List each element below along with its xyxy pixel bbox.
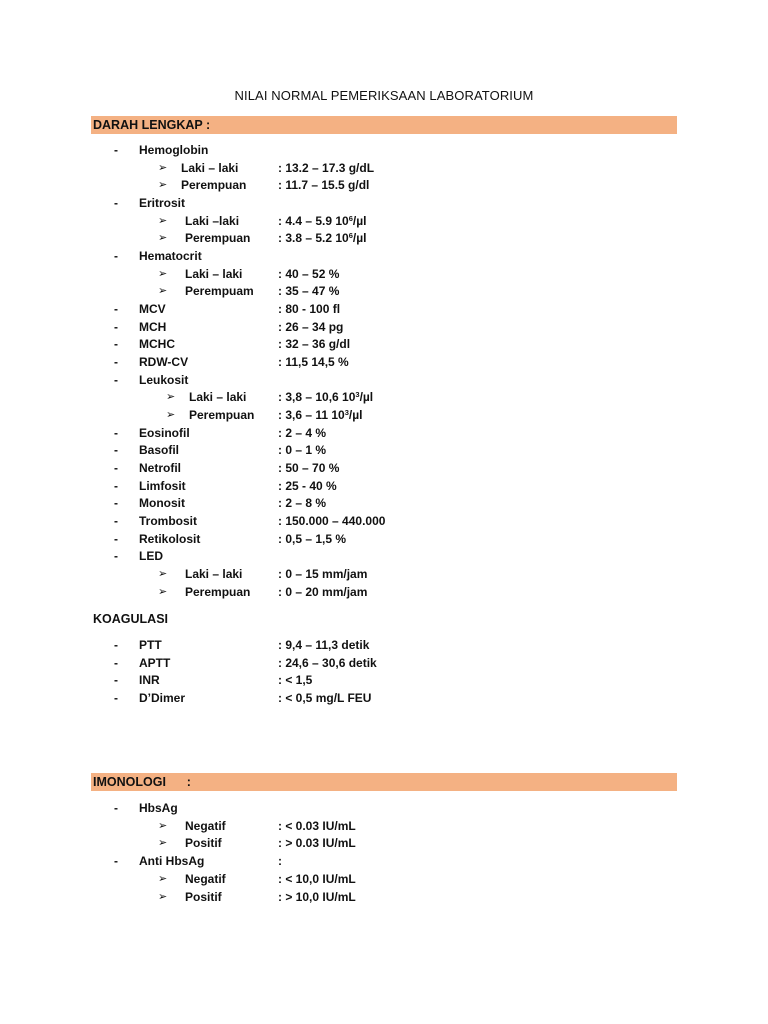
item-label: Limfosit xyxy=(139,478,186,493)
item-value: : 150.000 – 440.000 xyxy=(278,514,386,529)
bullet-dash: - xyxy=(114,531,118,546)
item-label: Hemoglobin xyxy=(139,143,209,157)
sub-item-label: Negatif xyxy=(185,871,226,886)
item-value: : 35 – 47 % xyxy=(278,284,340,299)
list-item xyxy=(0,248,768,266)
list-item xyxy=(0,213,768,231)
item-label: Hematocrit xyxy=(139,249,202,264)
item-value: : 32 – 36 g/dl xyxy=(278,337,351,352)
list-item xyxy=(0,460,768,478)
bullet-dash: - xyxy=(114,801,118,815)
item-value: : 40 – 52 % xyxy=(278,266,340,281)
item-label: MCV xyxy=(139,302,166,317)
list-item xyxy=(0,495,768,513)
arrow-bullet-icon: ➢ xyxy=(158,819,168,832)
bullet-dash: - xyxy=(114,478,118,493)
arrow-bullet-icon: ➢ xyxy=(158,285,168,298)
sub-item-label: Perempuan xyxy=(185,231,251,246)
item-value: : 0 – 1 % xyxy=(278,443,327,458)
list-item xyxy=(0,319,768,337)
list-item xyxy=(0,301,768,319)
item-value: : 2 – 4 % xyxy=(278,425,327,440)
list-item xyxy=(0,889,768,907)
arrow-bullet-icon: ➢ xyxy=(158,232,168,245)
arrow-bullet-icon: ➢ xyxy=(158,585,168,598)
item-label: MCHC xyxy=(139,337,175,352)
list-item xyxy=(0,800,768,818)
item-label: HbsAg xyxy=(139,801,178,815)
bullet-dash: - xyxy=(114,196,118,210)
section-heading-imunologi: IMONOLOGI : xyxy=(93,775,191,789)
item-value: : 13.2 – 17.3 g/dL xyxy=(278,160,375,175)
list-item xyxy=(0,566,768,584)
arrow-bullet-icon: ➢ xyxy=(158,267,168,280)
list-item xyxy=(0,266,768,284)
item-value: : 24,6 – 30,6 detik xyxy=(278,655,377,670)
list-item xyxy=(0,425,768,443)
arrow-bullet-icon: ➢ xyxy=(158,890,168,903)
item-value: : 3.8 – 5.2 $10^6/\mu l$ xyxy=(278,231,367,246)
list-item xyxy=(0,407,768,425)
sub-item-label: Perempuan xyxy=(185,584,251,599)
item-value: : 25 - 40 % xyxy=(278,478,337,493)
bullet-dash: - xyxy=(114,372,118,387)
bullet-dash: - xyxy=(114,143,118,157)
item-value: : 9,4 – 11,3 detik xyxy=(278,638,370,652)
item-label: PTT xyxy=(139,638,162,652)
arrow-bullet-icon: ➢ xyxy=(158,837,168,850)
item-value: : xyxy=(278,854,282,869)
list-item xyxy=(0,354,768,372)
bullet-dash: - xyxy=(114,655,118,670)
item-label: INR xyxy=(139,673,160,688)
bullet-dash: - xyxy=(114,496,118,511)
item-label: Netrofil xyxy=(139,461,181,476)
sub-item-label: Laki – laki xyxy=(185,567,243,582)
item-label: LED xyxy=(139,549,163,564)
list-item xyxy=(0,531,768,549)
sub-item-label: Negatif xyxy=(185,818,226,833)
value-exponent: 6 xyxy=(348,231,353,241)
list-item xyxy=(0,230,768,248)
sub-item-label: Perempuam xyxy=(185,284,254,299)
item-label: Leukosit xyxy=(139,372,189,387)
list-item xyxy=(0,160,768,178)
list-item xyxy=(0,142,768,160)
bullet-dash: - xyxy=(114,302,118,317)
sub-item-label: Laki –laki xyxy=(185,213,240,228)
item-label: Trombosit xyxy=(139,514,198,529)
item-value: : 0,5 – 1,5 % xyxy=(278,531,347,546)
list-item xyxy=(0,672,768,690)
item-value: : 0 – 15 mm/jam xyxy=(278,567,368,582)
list-item xyxy=(0,818,768,836)
item-label: Anti HbsAg xyxy=(139,854,205,869)
list-item xyxy=(0,442,768,460)
sub-item-label: Laki – laki xyxy=(189,390,247,405)
bullet-dash: - xyxy=(114,854,118,869)
item-label: Eosinofil xyxy=(139,425,190,440)
item-value: : 26 – 34 pg xyxy=(278,319,344,334)
item-label: MCH xyxy=(139,319,167,334)
item-value: : 2 – 8 % xyxy=(278,496,327,511)
bullet-dash: - xyxy=(114,638,118,652)
list-item xyxy=(0,283,768,301)
sub-item-label: Positif xyxy=(185,836,222,851)
item-label: APTT xyxy=(139,655,171,670)
list-item xyxy=(0,548,768,566)
item-value: : 3,6 – 11 $10^3/\mu l$ xyxy=(278,408,363,423)
bullet-dash: - xyxy=(114,425,118,440)
list-item xyxy=(0,513,768,531)
item-value: : 11.7 – 15.5 g/dl xyxy=(278,178,370,193)
bullet-dash: - xyxy=(114,355,118,370)
item-label: Basofil xyxy=(139,443,180,458)
item-value: : 0 – 20 mm/jam xyxy=(278,584,368,599)
arrow-bullet-icon: ➢ xyxy=(158,872,168,885)
bullet-dash: - xyxy=(114,337,118,352)
value-exponent: 3 xyxy=(355,390,360,400)
sub-item-label: Perempuan xyxy=(189,408,255,423)
arrow-bullet-icon: ➢ xyxy=(158,161,168,174)
item-value: : < 0,5 mg/L FEU xyxy=(278,691,372,706)
list-item xyxy=(0,835,768,853)
item-value: : < 10,0 IU/mL xyxy=(278,871,356,886)
list-item xyxy=(0,389,768,407)
item-value: : > 10,0 IU/mL xyxy=(278,889,356,904)
section-band-imunologi xyxy=(91,773,677,791)
arrow-bullet-icon: ➢ xyxy=(158,214,168,227)
arrow-bullet-icon: ➢ xyxy=(158,568,168,581)
item-label: RDW-CV xyxy=(139,355,189,370)
sub-item-label: Laki – laki xyxy=(181,160,239,175)
value-exponent: 6 xyxy=(348,213,353,223)
item-label: Retikolosit xyxy=(139,531,201,546)
list-item xyxy=(0,637,768,655)
item-value: : 80 - 100 fl xyxy=(278,302,341,317)
list-item xyxy=(0,195,768,213)
bullet-dash: - xyxy=(114,461,118,476)
item-value: : 50 – 70 % xyxy=(278,461,340,476)
sub-item-label: Positif xyxy=(185,889,222,904)
value-exponent: 3 xyxy=(344,408,349,418)
item-value: : 4.4 – 5.9 $10^6/\mu l$ xyxy=(278,213,367,228)
sub-item-label: Laki – laki xyxy=(185,266,243,281)
bullet-dash: - xyxy=(114,443,118,458)
arrow-bullet-icon: ➢ xyxy=(166,409,176,422)
section-heading-koagulasi: KOAGULASI xyxy=(93,612,168,626)
bullet-dash: - xyxy=(114,319,118,334)
bullet-dash: - xyxy=(114,549,118,564)
list-item xyxy=(0,336,768,354)
list-item xyxy=(0,177,768,195)
list-item xyxy=(0,853,768,871)
item-value: : 3,8 – 10,6 $10^3/\mu l$ xyxy=(278,390,374,405)
page-title: NILAI NORMAL PEMERIKSAAN LABORATORIUM xyxy=(234,88,534,103)
arrow-bullet-icon: ➢ xyxy=(158,179,168,192)
item-value: : < 1,5 xyxy=(278,673,313,688)
list-item xyxy=(0,655,768,673)
item-value: : < 0.03 IU/mL xyxy=(278,818,356,833)
item-label: Eritrosit xyxy=(139,196,186,210)
bullet-dash: - xyxy=(114,691,118,706)
section-band-darah-lengkap xyxy=(91,116,677,134)
bullet-dash: - xyxy=(114,249,118,264)
bullet-dash: - xyxy=(114,673,118,688)
section-heading-darah-lengkap: DARAH LENGKAP : xyxy=(93,118,211,132)
list-item xyxy=(0,478,768,496)
list-item xyxy=(0,584,768,602)
list-item xyxy=(0,871,768,889)
sub-item-label: Perempuan xyxy=(181,178,247,193)
item-label: Monosit xyxy=(139,496,185,511)
list-item xyxy=(0,372,768,390)
item-value: : 11,5 14,5 % xyxy=(278,355,349,370)
item-value: : > 0.03 IU/mL xyxy=(278,836,356,851)
arrow-bullet-icon: ➢ xyxy=(166,391,176,404)
list-item xyxy=(0,690,768,708)
bullet-dash: - xyxy=(114,514,118,529)
item-label: D’Dimer xyxy=(139,691,186,706)
